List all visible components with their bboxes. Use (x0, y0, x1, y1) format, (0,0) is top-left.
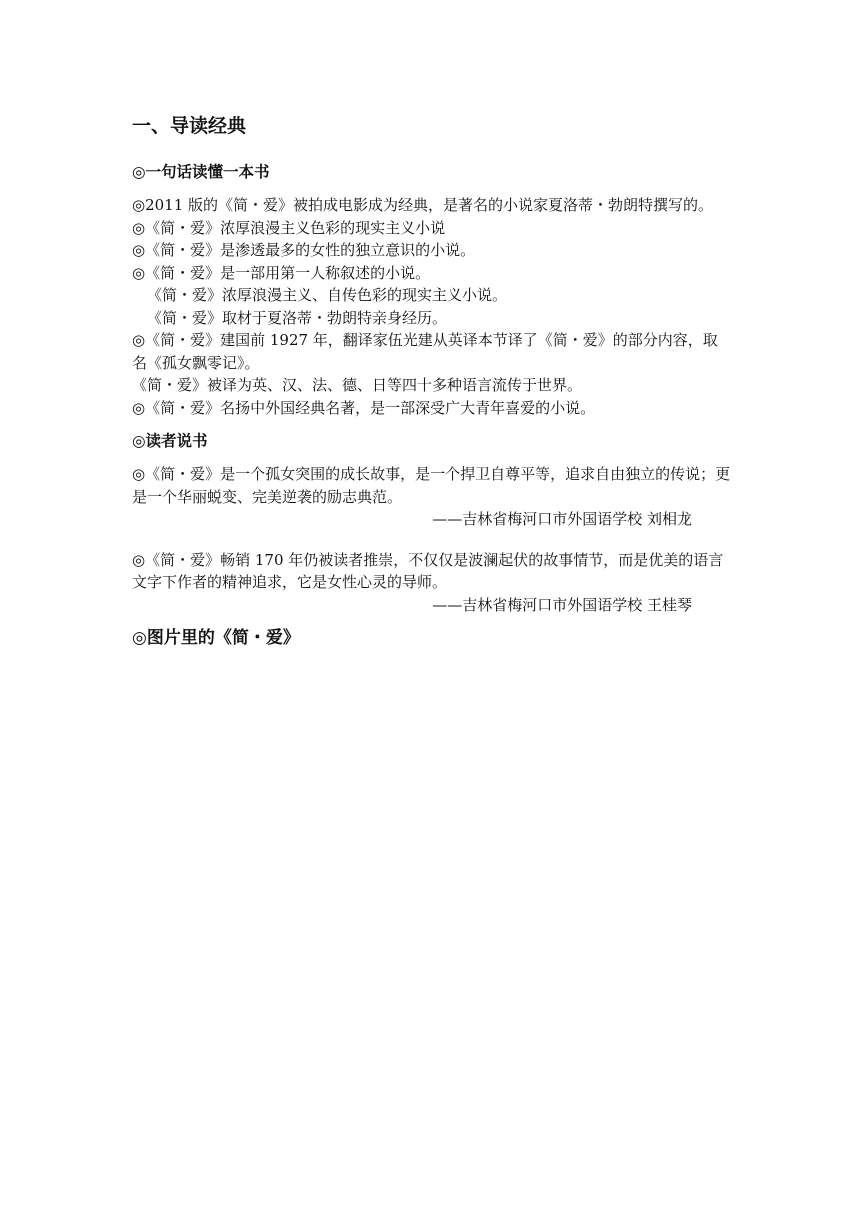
spacer (132, 531, 732, 549)
summary-line: 《简・爱》取材于夏洛蒂・勃朗特亲身经历。 (147, 308, 448, 327)
summary-line: 《简・爱》浓厚浪漫主义、自传色彩的现实主义小说。 (147, 286, 508, 304)
summary-line: ◎2011 版的《简・爱》被拍成电影成为经典，是著名的小说家夏洛蒂・勃朗特撰写的。 (132, 196, 714, 214)
quote-text: ◎《简・爱》畅销 170 年仍被读者推崇，不仅仅是波澜起伏的故事情节，而是优美的语言文字下作者的精神追求，它是女性心灵的导师。 (132, 550, 724, 591)
summary-line: ◎《简・爱》是一部用第一人称叙述的小说。 (132, 263, 431, 282)
summary-line: ◎《简・爱》浓厚浪漫主义色彩的现实主义小说 (132, 218, 446, 237)
document-page (132, 112, 732, 660)
section-reader-title: ◎读者说书 (132, 432, 208, 450)
reader-quote (132, 549, 732, 617)
page-heading: 一、导读经典 (132, 115, 247, 137)
summary-line: ◎《简・爱》建国前 1927 年，翻译家伍光建从英译本节译了《简・爱》的部分内容，取名《孤女飘零记》。 (132, 331, 718, 372)
reader-quote (132, 463, 732, 531)
summary-line: ◎《简・爱》名扬中外国经典名著，是一部深受广大青年喜爱的小说。 (132, 398, 596, 417)
quote-author: ——吉林省梅河口市外国语学校 刘相龙 (432, 510, 692, 528)
quote-author: ——吉林省梅河口市外国语学校 王桂琴 (432, 595, 692, 614)
quote-text: ◎《简・爱》是一个孤女突围的成长故事，是一个捍卫自尊平等，追求自由独立的传说；更是一个华丽蜕变、完美逆袭的励志典范。 (132, 465, 731, 506)
section-pictures-title: ◎图片里的《简・爱》 (132, 628, 300, 648)
one-sentence-list (132, 194, 732, 419)
section-one-sentence-title: ◎一句话读懂一本书 (132, 163, 270, 181)
summary-line: ◎《简・爱》是渗透最多的女性的独立意识的小说。 (132, 241, 476, 259)
summary-line: 《简・爱》被译为英、汉、法、德、日等四十多种语言流传于世界。 (132, 376, 583, 394)
